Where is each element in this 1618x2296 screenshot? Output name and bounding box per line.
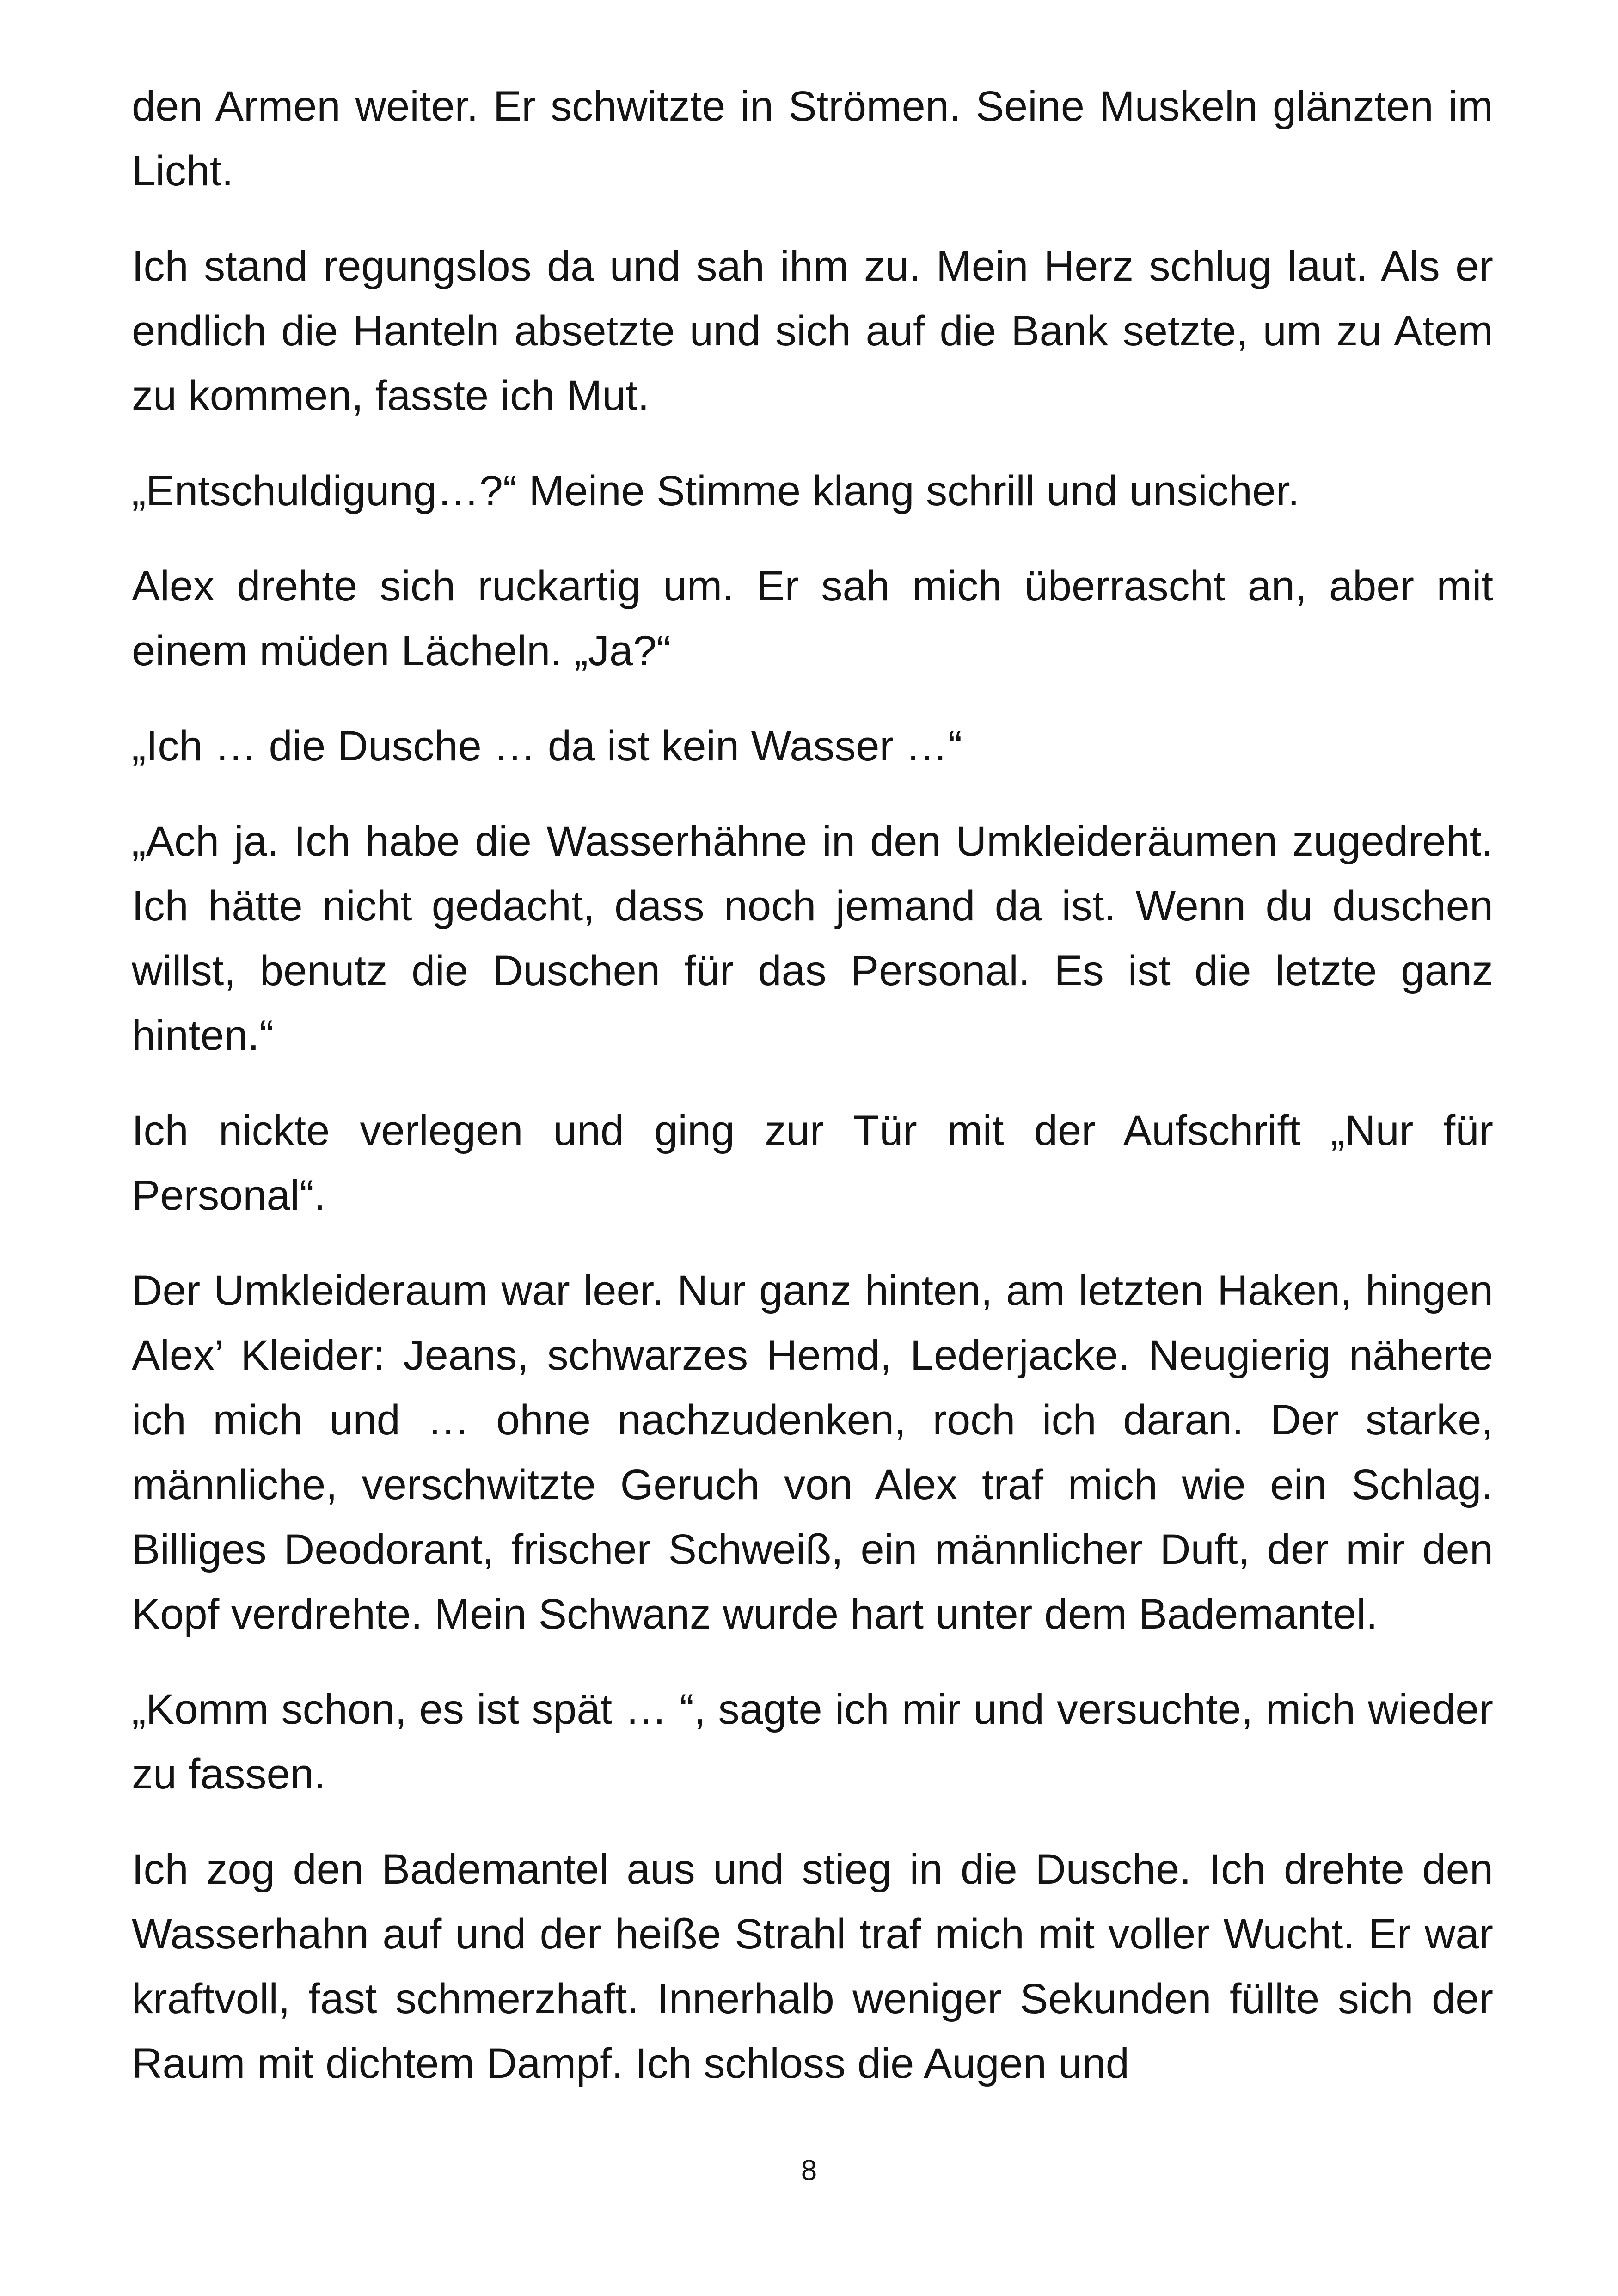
paragraph-10: Ich zog den Bademantel aus und stieg in die Dusche. Ich drehte den Wasserhahn auf und der heiße Strahl traf mich mit voller Wucht. Er war kraftvoll, fast schmerzhaft. Innerhalb weniger Sekunden füllte sich der Raum mit dichtem Dampf. Ich schloss die Augen und	[132, 1846, 1493, 2087]
paragraph-4: Alex drehte sich ruckartig um. Er sah mich überrascht an, aber mit einem müden Lächeln. „Ja?“	[132, 563, 1493, 674]
paragraph-8: Der Umkleideraum war leer. Nur ganz hinten, am letzten Haken, hingen Alex’ Kleider: Jeans, schwarzes Hemd, Lederjacke. Neugierig näherte ich mich und … ohne nachzudenken, roch ich daran. Der starke, männliche, verschwitzte Geruch von Alex traf mich wie ein Schlag. Billiges Deodorant, frischer Schweiß, ein männlicher Duft, der mir den Kopf verdrehte. Mein Schwanz wurde hart unter dem Bademantel.	[132, 1267, 1493, 1638]
paragraph-7: Ich nickte verlegen und ging zur Tür mit der Aufschrift „Nur für Personal“.	[132, 1107, 1493, 1219]
paragraph-2: Ich stand regungslos da und sah ihm zu. Mein Herz schlug laut. Als er endlich die Hanteln absetzte und sich auf die Bank setzte, um zu Atem zu kommen, fasste ich Mut.	[132, 243, 1493, 419]
paragraph-9: „Komm schon, es ist spät … “, sagte ich mir und versuchte, mich wieder zu fassen.	[132, 1686, 1493, 1798]
body-text	[132, 74, 1493, 2126]
page-number: 8	[801, 2155, 817, 2186]
paragraph-6: „Ach ja. Ich habe die Wasserhähne in den Umkleideräumen zugedreht. Ich hätte nicht gedacht, dass noch jemand da ist. Wenn du duschen willst, benutz die Duschen für das Personal. Es ist die letzte ganz hinten.“	[132, 818, 1493, 1059]
paragraph-3: „Entschuldigung…?“ Meine Stimme klang schrill und unsicher.	[132, 467, 1300, 514]
paragraph-1: den Armen weiter. Er schwitzte in Strömen. Seine Muskeln glänzten im Licht.	[132, 83, 1493, 195]
paragraph-5: „Ich … die Dusche … da ist kein Wasser …“	[132, 722, 962, 770]
